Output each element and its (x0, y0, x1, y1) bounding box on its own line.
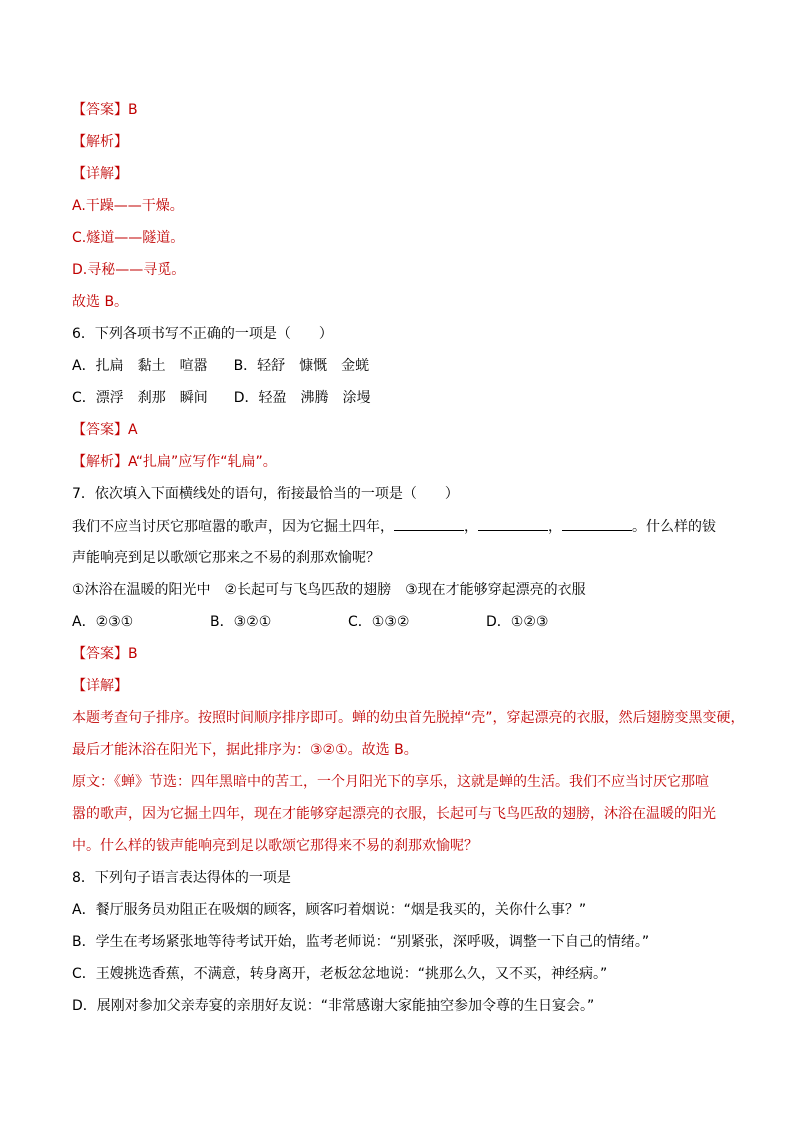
q7-option-c: C．①③② (348, 614, 410, 630)
passage-text: 我们不应当讨厌它那喧嚣的歌声，因为它掘土四年， (72, 519, 394, 535)
q8-stem: 8．下列句子语言表达得体的一项是 (72, 870, 291, 886)
analysis-tag: 【解析】 (72, 454, 128, 470)
q7-detail-tag: 【详解】 (72, 678, 128, 694)
q5-detail-line-2: C.燧道——隧道。 (72, 230, 185, 246)
q7-items: ①沐浴在温暖的阳光中 ②长起可与飞鸟匹敌的翅膀 ③现在才能够穿起漂亮的衣服 (72, 582, 586, 598)
answer-tag: 【答案】 (72, 422, 128, 438)
q7-stem: 7．依次填入下面横线处的语句，衔接最恰当的一项是（ ） (72, 486, 459, 502)
q5-detail-line-3: D.寻秘——寻觅。 (72, 262, 186, 278)
q6-stem: 6．下列各项书写不正确的一项是（ ） (72, 326, 333, 342)
answer-value: B (128, 102, 138, 118)
q5-detail-line-1: A.干躁——干燥。 (72, 198, 184, 214)
q7-option-a: A．②③① (72, 614, 134, 630)
q8-option-d: D．展刚对参加父亲寿宴的亲朋好友说：“非常感谢大家能抽空参加令尊的生日宴会。” (72, 998, 595, 1014)
answer-value: B (128, 646, 138, 662)
answer-tag: 【答案】 (72, 102, 128, 118)
answer-value: A (128, 422, 138, 438)
q8-option-a: A．餐厅服务员劝阻正在吸烟的顾客，顾客叼着烟说：“烟是我买的，关你什么事？” (72, 902, 587, 918)
q6-analysis-line (72, 452, 277, 472)
q7-source-line-1: 原文：《蝉》节选：四年黑暗中的苦工，一个月阳光下的享乐，这就是蝉的生活。我们不应当讨厌它那喧 (72, 774, 709, 790)
q8-option-b: B．学生在考场紧张地等待考试开始，监考老师说：“别紧张，深呼吸，调整一下自己的情绪。” (72, 934, 650, 950)
passage-sep: ， (548, 519, 562, 535)
q7-passage-line-1 (72, 516, 716, 537)
q6-option-d: D．轻盈 沸腾 涂墁 (233, 390, 371, 406)
analysis-text: A“扎扁”应写作“轧扁”。 (128, 454, 277, 470)
q6-option-b: B．轻舒 慷慨 金蜣 (233, 358, 370, 374)
q6-option-c: C．漂浮 刹那 瞬间 (72, 390, 208, 406)
q7-detail-line-2: 最后才能沐浴在阳光下，据此排序为：③②①。故选 B。 (72, 742, 418, 758)
q7-passage-line-2: 声能响亮到足以歌颂它那来之不易的刹那欢愉呢？ (72, 550, 380, 566)
passage-sep: ， (464, 519, 478, 535)
q6-options-row-2 (72, 388, 371, 408)
q7-source-line-3: 中。什么样的钹声能响亮到足以歌颂它那得来不易的刹那欢愉呢？ (72, 838, 478, 854)
passage-end: 。什么样的钹 (632, 519, 716, 535)
q6-answer-line (72, 420, 138, 440)
q5-answer-line (72, 100, 138, 120)
q8-option-c: C．王嫂挑选香蕉，不满意，转身离开，老板忿忿地说：“挑那么久，又不买，神经病。” (72, 966, 608, 982)
blank-1 (394, 516, 464, 531)
answer-tag: 【答案】 (72, 646, 128, 662)
q7-answer-line (72, 644, 138, 664)
q7-options-row (72, 612, 548, 632)
q7-option-d: D．①②③ (486, 614, 549, 630)
q5-detail-tag: 【详解】 (72, 166, 128, 182)
q6-options-row-1 (72, 356, 369, 376)
blank-3 (562, 516, 632, 531)
q7-detail-line-1: 本题考查句子排序。按照时间顺序排序即可。蝉的幼虫首先脱掉“壳”，穿起漂亮的衣服，然后翅膀变黑变硬， (72, 710, 745, 726)
q5-analysis-tag: 【解析】 (72, 134, 128, 150)
q7-option-b: B．③②① (210, 614, 272, 630)
q6-option-a: A．扎扁 黏土 喧嚣 (72, 358, 208, 374)
q5-detail-line-4: 故选 B。 (72, 294, 129, 310)
blank-2 (478, 516, 548, 531)
q7-source-line-2: 嚣的歌声，因为它掘土四年，现在才能够穿起漂亮的衣服，长起可与飞鸟匹敌的翅膀，沐浴在温暖的阳光 (72, 806, 716, 822)
